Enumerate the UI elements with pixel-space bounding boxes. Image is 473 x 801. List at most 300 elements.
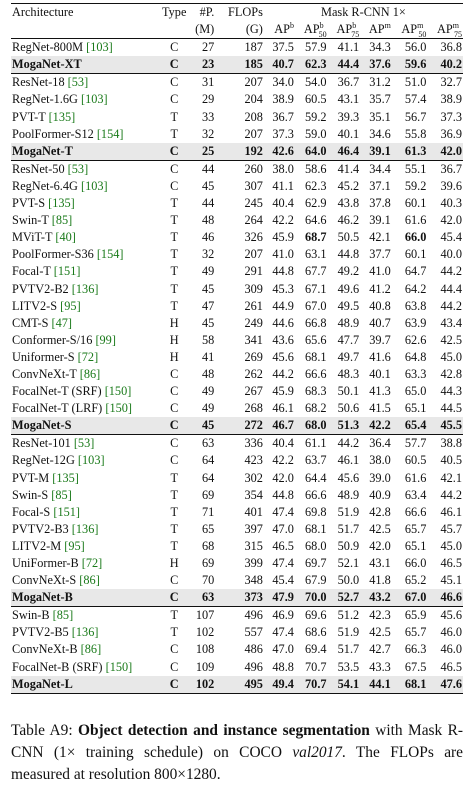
table-row (11, 659, 463, 676)
cell-metric: 46.7 (264, 417, 295, 435)
cell-flops: 187 (215, 39, 264, 57)
cell-type: C (161, 74, 187, 92)
cell-params: 27 (187, 39, 215, 57)
caption-label: Table A9: (11, 722, 73, 739)
cell-params: 102 (195, 625, 215, 640)
cell-architecture (11, 74, 161, 92)
citation-link[interactable]: [103] (81, 92, 108, 107)
cell-architecture (11, 555, 161, 572)
model-name: PoolFormer-S36 (12, 247, 94, 262)
cell-metric: 32.7 (427, 74, 463, 92)
table-row (11, 39, 463, 57)
cell-type: T (170, 109, 178, 124)
cell-metric: 47.4 (272, 504, 294, 519)
table-row (11, 74, 463, 92)
cell-architecture (11, 659, 161, 676)
cell-metric: 42.0 (427, 143, 463, 161)
col-metric (392, 21, 428, 39)
cell-metric: 66.0 (404, 230, 427, 245)
cell-flops: 309 (244, 281, 263, 296)
cell-flops: 204 (244, 92, 263, 107)
cell-metric: 67.7 (305, 264, 327, 279)
cell-flops: 423 (244, 453, 263, 468)
cell-params: 33 (201, 109, 215, 124)
citation-link[interactable]: [40] (55, 230, 76, 245)
table-row (11, 91, 463, 108)
table-row (11, 400, 463, 417)
cell-metric: 59.0 (305, 126, 327, 141)
cell-architecture (11, 109, 161, 126)
col-type: Type (161, 4, 187, 39)
citation-link[interactable]: [135] (52, 470, 79, 485)
model-name: PVTV2-B5 (12, 625, 69, 640)
table-row (11, 607, 463, 625)
citation-link[interactable]: [103] (81, 178, 108, 193)
cell-flops: 373 (215, 589, 264, 607)
citation-link[interactable]: [154] (96, 126, 124, 141)
cell-metric: 38.0 (264, 160, 295, 178)
cell-metric: 39.1 (360, 143, 392, 161)
cell-params: 48 (201, 213, 215, 228)
cell-architecture (11, 417, 161, 435)
model-name: MogaNet-S (12, 418, 72, 433)
model-name: Focal-T (12, 264, 51, 279)
cell-metric: 45.2 (337, 178, 360, 193)
cell-metric: 45.4 (440, 230, 462, 245)
cell-architecture (11, 521, 161, 538)
cell-type: C (170, 92, 179, 107)
citation-link[interactable]: [151] (53, 264, 81, 279)
citation-link[interactable]: [72] (81, 556, 103, 570)
cell-metric: 48.9 (337, 315, 360, 330)
cell-metric: 46.1 (337, 453, 360, 468)
cell-metric: 38.0 (369, 453, 391, 468)
cell-flops: 272 (215, 417, 264, 435)
cell-metric: 57.4 (404, 92, 427, 107)
cell-metric: 37.3 (440, 109, 462, 124)
cell-metric: 46.0 (440, 625, 462, 640)
cell-metric: 36.7 (328, 74, 361, 92)
cell-metric: 62.3 (295, 56, 328, 74)
cell-metric: 45.5 (427, 417, 463, 435)
col-architecture: Architecture (11, 4, 161, 39)
cell-metric: 42.0 (440, 213, 462, 228)
cell-flops: 192 (215, 143, 264, 161)
cell-metric: 35.7 (369, 92, 391, 107)
cell-metric: 41.0 (272, 247, 294, 262)
col-metric (427, 21, 463, 39)
cell-metric: 39.1 (369, 213, 391, 228)
model-name: Swin-B (12, 608, 50, 623)
cell-type: T (170, 298, 178, 313)
metric-superscript: b (289, 21, 294, 30)
cell-metric: 35.1 (369, 109, 391, 124)
cell-type: C (161, 589, 187, 607)
cell-metric: 61.3 (392, 143, 428, 161)
cell-type: C (170, 453, 179, 468)
cell-metric: 41.6 (369, 349, 391, 364)
cell-metric: 44.2 (440, 298, 462, 313)
cell-flops: 354 (244, 487, 263, 502)
cell-metric: 66.6 (404, 504, 427, 519)
cell-metric: 49.6 (337, 281, 360, 296)
cell-metric: 50.6 (337, 401, 360, 416)
cell-params: 64 (201, 453, 215, 468)
cell-type: T (161, 607, 187, 625)
cell-type: C (161, 435, 187, 453)
cell-metric: 46.9 (264, 607, 295, 625)
cell-type: T (170, 230, 178, 245)
cell-architecture (11, 538, 161, 555)
cell-metric: 59.2 (404, 178, 427, 193)
col-group-mask-rcnn: Mask R-CNN 1× (264, 4, 463, 22)
citation-link[interactable]: [85] (52, 608, 74, 623)
cell-params: 29 (201, 92, 215, 107)
citation-link[interactable]: [53] (67, 161, 89, 176)
cell-metric: 44.6 (272, 315, 294, 330)
cell-type: H (169, 315, 179, 330)
citation-link[interactable]: [154] (96, 247, 124, 262)
table-row (11, 263, 463, 280)
cell-params: 45 (201, 281, 215, 296)
cell-metric: 43.8 (337, 196, 360, 211)
cell-flops: 399 (244, 556, 263, 570)
cell-flops: 269 (244, 349, 263, 364)
cell-metric: 51.7 (337, 642, 360, 657)
cell-metric: 54.1 (328, 676, 361, 694)
cell-metric: 46.1 (272, 401, 294, 416)
citation-link[interactable]: [135] (48, 196, 75, 211)
cell-metric: 48.9 (337, 487, 360, 502)
table-row (11, 572, 463, 589)
citation-link[interactable]: [135] (48, 109, 76, 124)
cell-metric: 61.1 (295, 435, 328, 453)
citation-link[interactable]: [95] (64, 538, 85, 553)
cell-metric: 44.8 (272, 264, 294, 279)
table-row (11, 109, 463, 126)
cell-type: H (169, 349, 179, 364)
model-name: PoolFormer-S12 (12, 126, 94, 141)
model-name: MViT-T (12, 230, 53, 245)
cell-metric: 41.2 (369, 281, 391, 296)
cell-params: 71 (201, 504, 215, 519)
table-row (11, 315, 463, 332)
cell-metric: 65.7 (404, 521, 427, 536)
cell-metric: 62.9 (305, 196, 327, 211)
cell-metric: 68.1 (305, 349, 327, 364)
cell-architecture (11, 298, 161, 315)
cell-metric: 62.6 (404, 332, 427, 347)
cell-architecture (11, 435, 161, 453)
cell-flops: 326 (244, 230, 263, 245)
caption-title: Object detection and instance segmentation (78, 722, 370, 739)
cell-params: 44 (201, 196, 215, 211)
cell-architecture (11, 589, 161, 607)
cell-metric: 41.5 (369, 401, 391, 416)
table-header-row (11, 4, 463, 22)
metric-subscript: 75 (351, 29, 360, 39)
cell-metric: 40.2 (427, 56, 463, 74)
cell-flops: 260 (215, 160, 264, 178)
cell-flops: 268 (244, 401, 263, 416)
cell-metric: 45.3 (272, 281, 294, 296)
cell-metric: 42.2 (360, 417, 392, 435)
cell-params: 23 (187, 56, 215, 74)
cell-type: T (170, 521, 178, 536)
model-name: PVT-M (12, 470, 50, 485)
cell-metric: 44.9 (272, 298, 294, 313)
cell-metric: 46.5 (440, 659, 462, 674)
citation-link[interactable]: [136] (71, 281, 99, 296)
citation-link[interactable]: [72] (77, 349, 99, 364)
cell-params: 32 (201, 126, 215, 141)
cell-flops: 207 (215, 74, 264, 92)
cell-architecture (11, 178, 161, 195)
table-row (11, 195, 463, 212)
cell-type: H (169, 332, 179, 347)
cell-metric: 37.5 (264, 39, 295, 57)
model-name: PVT-T (12, 109, 46, 124)
cell-metric: 39.6 (440, 178, 462, 193)
cell-metric: 68.0 (295, 417, 328, 435)
cell-metric: 41.1 (272, 178, 294, 193)
cell-metric: 42.1 (369, 230, 391, 245)
cell-flops: 267 (244, 384, 263, 399)
cell-flops: 557 (244, 625, 263, 640)
cell-metric: 66.6 (305, 487, 327, 502)
cell-architecture (11, 160, 161, 178)
model-name: ResNet-50 (12, 161, 65, 176)
table-row (11, 435, 463, 453)
cell-architecture (11, 263, 161, 280)
citation-link[interactable]: [53] (73, 436, 95, 451)
cell-flops: 208 (244, 109, 263, 124)
cell-metric: 63.4 (404, 487, 427, 502)
cell-params: 108 (195, 642, 215, 657)
cell-metric: 37.7 (369, 247, 391, 262)
cell-metric: 42.5 (369, 625, 391, 640)
cell-metric: 55.1 (392, 160, 428, 178)
cell-params: 70 (201, 573, 215, 588)
cell-type: T (170, 247, 178, 262)
cell-type: T (170, 487, 178, 502)
cell-type: C (161, 143, 187, 161)
cell-metric: 41.1 (328, 39, 361, 57)
table-row (11, 332, 463, 349)
table-row (11, 366, 463, 383)
cell-metric: 38.9 (272, 92, 294, 107)
table-row (11, 56, 463, 74)
cell-metric: 40.7 (369, 315, 391, 330)
cell-flops: 249 (244, 315, 263, 330)
cell-params: 102 (187, 676, 215, 694)
cell-metric: 45.7 (440, 521, 462, 536)
cell-metric: 44.2 (272, 366, 294, 381)
cell-metric: 44.2 (328, 435, 361, 453)
cell-params: 25 (187, 143, 215, 161)
cell-metric: 66.8 (305, 315, 327, 330)
cell-metric: 67.5 (404, 659, 427, 674)
citation-link[interactable]: [85] (51, 213, 73, 228)
cell-type: C (161, 56, 187, 74)
caption-body-2: . The FLOPs are measured at resolution 800×1280. (11, 744, 463, 783)
table-row (11, 246, 463, 263)
citation-link[interactable]: [85] (51, 487, 72, 502)
cell-architecture (11, 281, 161, 298)
col-flops-unit: (G) (245, 22, 263, 37)
cell-metric: 40.4 (272, 196, 294, 211)
cell-metric: 46.5 (272, 538, 294, 553)
citation-link[interactable]: [86] (79, 573, 100, 588)
citation-link[interactable]: [99] (95, 332, 116, 347)
cell-metric: 68.7 (305, 230, 327, 245)
model-name: UniFormer-B (12, 556, 79, 570)
cell-metric: 43.4 (440, 315, 462, 330)
cell-metric: 45.6 (337, 470, 360, 485)
cell-flops: 486 (244, 642, 263, 657)
cell-type: T (170, 264, 178, 279)
cell-metric: 45.9 (272, 230, 294, 245)
cell-metric: 47.0 (272, 642, 294, 657)
cell-flops: 207 (244, 247, 263, 262)
model-name: MogaNet-T (12, 143, 73, 158)
cell-architecture (11, 195, 161, 212)
cell-metric: 42.1 (440, 470, 462, 485)
cell-metric: 47.9 (264, 589, 295, 607)
cell-metric: 48.3 (337, 366, 360, 381)
citation-link[interactable]: [103] (77, 453, 105, 468)
cell-architecture (11, 332, 161, 349)
table-row (11, 521, 463, 538)
cell-metric: 65.4 (392, 417, 428, 435)
cell-flops: 302 (244, 470, 263, 485)
cell-metric: 44.3 (440, 384, 462, 399)
cell-flops: 315 (244, 538, 263, 553)
cell-metric: 50.0 (337, 573, 360, 588)
cell-metric: 61.6 (404, 470, 427, 485)
metric-base: AP (401, 22, 418, 37)
citation-link[interactable]: [151] (53, 504, 80, 519)
cell-type: H (169, 556, 179, 570)
cell-metric: 45.0 (440, 538, 462, 553)
cell-metric: 38.9 (440, 92, 462, 107)
cell-metric: 46.1 (440, 504, 462, 519)
cell-architecture (11, 572, 161, 589)
cell-metric: 47.7 (337, 332, 360, 347)
citation-link[interactable]: [136] (71, 625, 99, 640)
citation-link[interactable]: [136] (71, 521, 99, 536)
cell-metric: 64.8 (404, 349, 427, 364)
table-row (11, 641, 463, 658)
cell-params: 49 (201, 264, 215, 279)
cell-architecture (11, 349, 161, 366)
cell-metric: 52.1 (337, 556, 360, 570)
cell-metric: 69.8 (305, 504, 327, 519)
table-row (11, 281, 463, 298)
cell-type: C (161, 39, 187, 57)
citation-link[interactable]: [47] (51, 315, 73, 330)
cell-metric: 64.7 (404, 264, 427, 279)
cell-flops: 264 (244, 213, 263, 228)
metric-base: AP (336, 22, 353, 37)
cell-metric: 44.4 (440, 281, 462, 296)
cell-metric: 46.6 (427, 589, 463, 607)
cell-flops: 207 (244, 126, 263, 141)
cell-metric: 69.6 (295, 607, 328, 625)
cell-metric: 44.4 (328, 56, 361, 74)
citation-link[interactable]: [103] (86, 40, 113, 55)
cell-metric: 63.8 (404, 298, 427, 313)
cell-metric: 40.7 (264, 56, 295, 74)
table-row (11, 229, 463, 246)
cell-metric: 68.1 (305, 521, 327, 536)
metric-superscript: b (319, 21, 324, 30)
cell-flops: 496 (215, 607, 264, 625)
caption-body-1: with Mask R-CNN (1× training schedule) on COCO (11, 722, 464, 761)
cell-metric: 41.4 (328, 160, 361, 178)
citation-link[interactable]: [53] (67, 75, 89, 90)
cell-metric: 34.6 (369, 126, 391, 141)
cell-metric: 36.7 (427, 160, 463, 178)
cell-architecture (11, 624, 161, 641)
cell-metric: 43.6 (272, 332, 294, 347)
model-name: ResNet-101 (12, 436, 71, 451)
cell-params: 47 (201, 298, 215, 313)
cell-type: T (170, 504, 178, 519)
citation-link[interactable]: [95] (60, 298, 81, 313)
cell-params: 107 (187, 607, 215, 625)
cell-metric: 43.1 (369, 556, 391, 570)
cell-params: 58 (201, 332, 215, 347)
cell-metric: 65.2 (404, 573, 427, 588)
cell-metric: 66.6 (305, 366, 327, 381)
cell-metric: 68.0 (305, 538, 327, 553)
cell-metric: 46.5 (440, 556, 462, 570)
model-name: RegNet-800M (12, 40, 84, 55)
cell-params: 48 (201, 366, 215, 381)
table-row (11, 538, 463, 555)
cell-metric: 34.0 (264, 74, 295, 92)
cell-metric: 59.2 (305, 109, 327, 124)
cell-metric: 50.1 (337, 384, 360, 399)
citation-link[interactable]: [86] (80, 642, 102, 657)
model-name: MogaNet-L (12, 676, 73, 691)
cell-metric: 58.6 (295, 160, 328, 178)
table-caption (11, 720, 463, 786)
cell-metric: 69.7 (305, 556, 327, 570)
cell-metric: 42.2 (272, 213, 294, 228)
cell-metric: 44.8 (272, 487, 294, 502)
table-row (11, 417, 463, 435)
citation-link[interactable]: [86] (79, 366, 101, 381)
cell-metric: 65.0 (404, 384, 427, 399)
cell-metric: 65.1 (404, 401, 427, 416)
citation-link[interactable]: [150] (105, 401, 132, 416)
table-row (11, 589, 463, 607)
cell-metric: 60.5 (305, 92, 327, 107)
cell-metric: 41.0 (369, 264, 391, 279)
citation-link[interactable]: [150] (104, 384, 132, 399)
cell-metric: 44.1 (360, 676, 392, 694)
cell-metric: 40.9 (369, 487, 391, 502)
metric-superscript: m (452, 21, 459, 30)
cell-metric: 64.0 (295, 143, 328, 161)
cell-metric: 57.7 (392, 435, 428, 453)
cell-metric: 63.7 (305, 453, 327, 468)
metric-subscript: 50 (318, 29, 327, 39)
citation-link[interactable]: [150] (105, 659, 133, 674)
cell-architecture (11, 487, 161, 504)
